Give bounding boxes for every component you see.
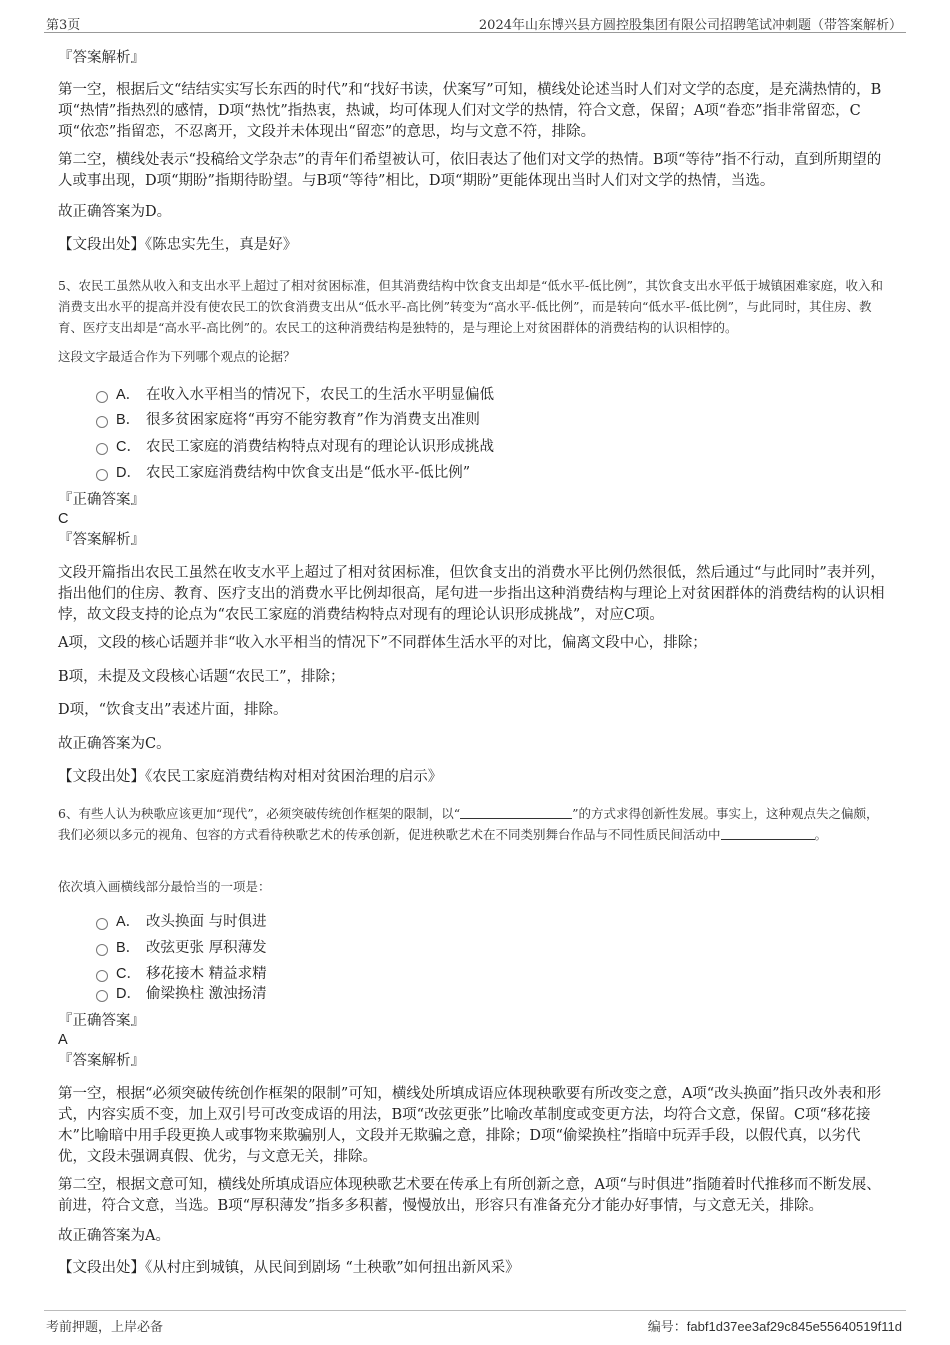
- radio-button[interactable]: [96, 469, 108, 481]
- q4-source: 【文段出处】《陈忠实先生，真是好》: [58, 237, 298, 253]
- footer-slogan: 考前押题，上岸必备: [46, 1320, 164, 1335]
- option-letter: D．: [116, 465, 141, 481]
- q5-option-c[interactable]: [96, 437, 494, 457]
- q6-source: 【文段出处】《从村庄到城镇，从民间到剧场 “土秧歌”如何扭出新风采》: [58, 1260, 520, 1276]
- option-letter: B．: [116, 412, 141, 428]
- q6-analysis-p1: 第一空，根据“必须突破传统创作框架的限制”可知，横线处所填成语应体现秧歌要有所改变之意，A项“改头换面”指只改外表和形式，内容实质不变，加上双引号可改变成语的用法，B项“改弦更张”比喻改革制度或变更方法，均符合文意，保留。C项“移花接木”比喻暗中用手段更换人或事物来欺骗别人，文段并无欺骗之意，排除；D项“偷梁换柱”指暗中玩弄手段，以假代真，以劣代优，文段未强调真假、优劣，与文意无关，排除。: [58, 1086, 882, 1165]
- page-header: [44, 12, 906, 33]
- q5-option-a[interactable]: [96, 385, 494, 405]
- radio-button[interactable]: [96, 416, 108, 428]
- option-letter: A．: [116, 914, 141, 930]
- radio-button[interactable]: [96, 944, 108, 956]
- option-letter: C．: [116, 439, 141, 455]
- radio-button[interactable]: [96, 443, 108, 455]
- document-title: 2024年山东博兴县方圆控股集团有限公司招聘笔试冲刺题（带答案解析）: [478, 18, 902, 33]
- q5-analysis-p2: A项，文段的核心话题并非“收入水平相当的情况下”不同群体生活水平的对比，偏离文段中心，排除；: [58, 635, 707, 651]
- radio-button[interactable]: [96, 970, 108, 982]
- option-text: 很多贫困家庭将“再穷不能穷教育”作为消费支出准则: [146, 412, 480, 428]
- option-letter: D．: [116, 986, 141, 1002]
- q6-analysis-label: 『答案解析』: [58, 1053, 145, 1069]
- option-text: 改头换面 与时俱进: [146, 914, 267, 930]
- fill-blank-2[interactable]: [721, 826, 815, 840]
- q5-analysis-p3: B项，未提及文段核心话题“农民工”，排除；: [58, 669, 345, 685]
- q5-analysis-label: 『答案解析』: [58, 532, 145, 548]
- option-text: 农民工家庭消费结构中饮食支出是“低水平-低比例”: [146, 465, 471, 481]
- option-text: 偷梁换柱 激浊扬清: [146, 986, 267, 1002]
- q4-conclusion: 故正确答案为D。: [58, 204, 172, 220]
- q5-option-b[interactable]: [96, 410, 480, 430]
- q6-conclusion: 故正确答案为A。: [58, 1228, 170, 1244]
- q6-stem: 6、有些人认为秧歌应该更加“现代”，必须突破传统创作框架的限制，以“ ”的方式求得创新性发展。事实上，这种观点失之偏颇，我们必须以多元的视角、包容的方式看待秧歌艺术的传承创新，促进秧歌艺术在不同类别舞台作品与不同性质民间活动中 。: [58, 806, 879, 842]
- q6-answer-label: 『正确答案』: [58, 1013, 145, 1029]
- option-text: 移花接木 精益求精: [146, 966, 267, 982]
- q5-stem: 5、农民工虽然从收入和支出水平上超过了相对贫困标准，但其消费结构中饮食支出却是“低水平-低比例”，其饮食支出水平低于城镇困难家庭，收入和消费支出水平的提高并没有使农民工的饮食消费支出从“低水平-高比例”转变为“高水平-低比例”，而是转向“低水平-低比例”，与此同时，其住房、教育、医疗支出却是“高水平-高比例”的。农民工的这种消费结构是独特的，是与理论上对贫困群体的消费结构的认识相悖的。: [58, 278, 883, 335]
- q5-question: 这段文字最适合作为下列哪个观点的论据？: [58, 349, 296, 364]
- radio-button[interactable]: [96, 391, 108, 403]
- option-text: 改弦更张 厚积薄发: [146, 940, 267, 956]
- option-letter: C．: [116, 966, 141, 982]
- q6-option-a[interactable]: [96, 912, 267, 932]
- option-text: 在收入水平相当的情况下，农民工的生活水平明显偏低: [146, 387, 494, 403]
- fill-blank-1[interactable]: [460, 805, 572, 819]
- q6-option-b[interactable]: [96, 938, 267, 958]
- option-letter: A．: [116, 387, 141, 403]
- q5-conclusion: 故正确答案为C。: [58, 736, 171, 752]
- radio-button[interactable]: [96, 918, 108, 930]
- page-footer: [44, 1310, 906, 1335]
- q4-analysis-label: 『答案解析』: [58, 50, 145, 66]
- q5-source: 【文段出处】《农民工家庭消费结构对相对贫困治理的启示》: [58, 769, 443, 785]
- q6-question: 依次填入画横线部分最恰当的一项是：: [58, 879, 271, 894]
- q6-analysis-p2: 第二空，根据文意可知，横线处所填成语应体现秧歌艺术要在传承上有所创新之意，A项“与时俱进”指随着时代推移而不断发展、前进，符合文意，当选。B项“厚积薄发”指多多积蓄，慢慢放出，形容只有准备充分才能办好事情，与文意无关，排除。: [58, 1177, 881, 1214]
- q4-analysis-p1: 第一空，根据后文“结结实实写长东西的时代”和“找好书读，伏案写”可知，横线处论述当时人们对文学的态度，是充满热情的，B项“热情”指热烈的感情，D项“热忱”指热衷，热诚，均可体现人们对文学的热情，符合文意，保留；A项“眷恋”指非常留恋，C项“依恋”指留恋，不忍离开，文段并未体现出“留恋”的意思，均与文意不符，排除。: [58, 82, 882, 140]
- q4-analysis-p2: 第二空，横线处表示“投稿给文学杂志”的青年们希望被认可，依旧表达了他们对文学的热情。B项“等待”指不行动，直到所期望的人或事出现，D项“期盼”指期待盼望。与B项“等待”相比，D项“期盼”更能体现出当时人们对文学的热情，当选。: [58, 152, 882, 189]
- document-id: 编号：fabf1d37ee3af29c845e55640519f11d: [647, 1319, 902, 1335]
- q5-analysis-p4: D项，“饮食支出”表述片面，排除。: [58, 702, 288, 718]
- q5-option-d[interactable]: [96, 463, 470, 483]
- q5-analysis-p1: 文段开篇指出农民工虽然在收支水平上超过了相对贫困标准，但饮食支出的消费水平比例仍然很低，然后通过“与此同时”表并列，指出他们的住房、教育、医疗支出的消费水平比例却很高，尾句进一步指出这种消费结构与理论上对贫困群体的消费结构的认识相悖，故文段支持的论点为“农民工家庭的消费结构特点对现有的理论认识形成挑战”，对应C项。: [58, 565, 885, 623]
- q6-answer: A: [58, 1032, 68, 1048]
- q5-answer-label: 『正确答案』: [58, 492, 145, 508]
- q5-answer: C: [58, 511, 69, 527]
- q6-option-c[interactable]: [96, 964, 267, 984]
- radio-button[interactable]: [96, 990, 108, 1002]
- q6-option-d[interactable]: [96, 984, 267, 1004]
- page-number: 第3页: [46, 18, 81, 33]
- option-text: 农民工家庭的消费结构特点对现有的理论认识形成挑战: [146, 439, 494, 455]
- option-letter: B．: [116, 940, 141, 956]
